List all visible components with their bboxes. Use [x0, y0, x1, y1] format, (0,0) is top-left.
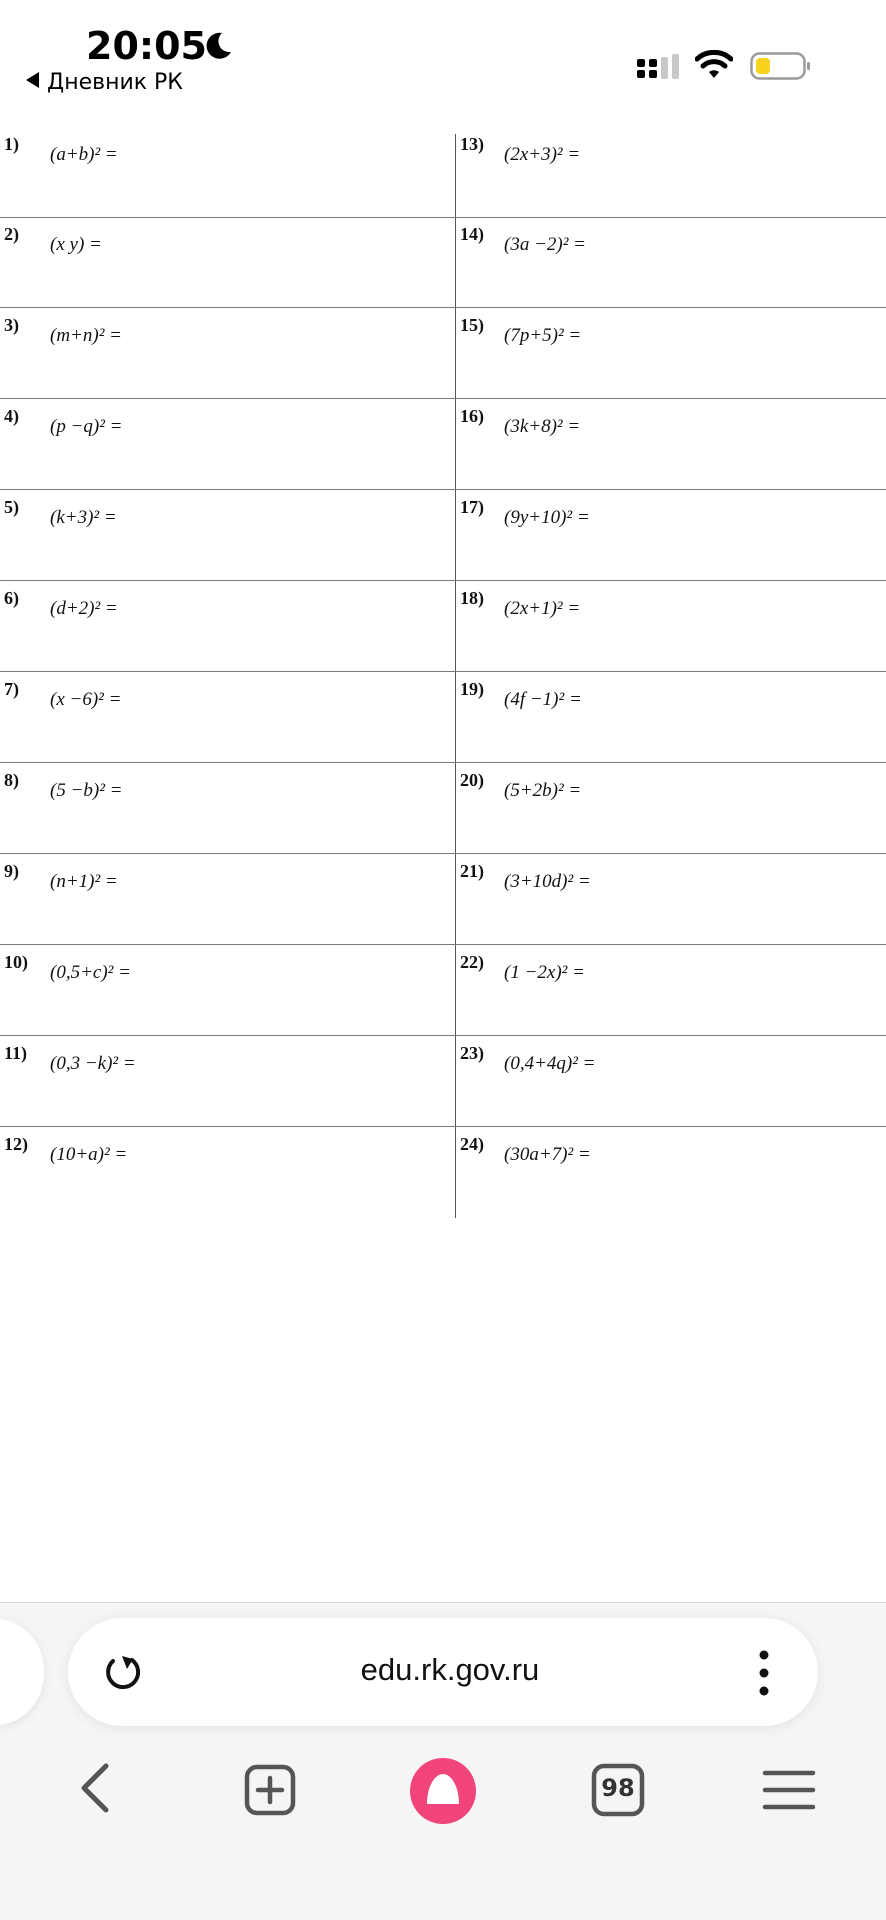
status-time: 20:05 [86, 24, 207, 68]
exercise-number: 21) [460, 861, 484, 881]
exercise-expression: (0,4+4q)² = [504, 1053, 596, 1074]
reload-icon[interactable] [100, 1650, 144, 1694]
exercise-6 [0, 588, 455, 678]
exercise-expression: (k+3)² = [50, 507, 117, 528]
exercise-3 [0, 315, 455, 405]
exercise-expression: (3+10d)² = [504, 871, 591, 892]
exercise-number: 6) [4, 588, 19, 608]
exercise-11 [0, 1043, 455, 1133]
back-app-label: Дневник РК [47, 70, 183, 95]
exercise-expression: (10+a)² = [50, 1144, 128, 1165]
url-text[interactable]: edu.rk.gov.ru [360, 1652, 540, 1687]
exercise-number: 24) [460, 1134, 484, 1154]
exercise-number: 19) [460, 679, 484, 699]
hamburger-menu-icon[interactable] [762, 1768, 816, 1812]
exercise-21 [456, 861, 886, 951]
back-triangle-icon [26, 72, 39, 88]
exercise-expression: (a+b)² = [50, 144, 118, 165]
exercise-number: 18) [460, 588, 484, 608]
exercise-expression: (9y+10)² = [504, 507, 590, 528]
exercise-number: 2) [4, 224, 19, 244]
exercise-expression: (2x+3)² = [504, 144, 581, 165]
exercise-number: 4) [4, 406, 19, 426]
exercise-8 [0, 770, 455, 860]
exercise-22 [456, 952, 886, 1042]
exercise-expression: (30a+7)² = [504, 1144, 591, 1165]
alice-assistant-icon[interactable] [408, 1756, 478, 1826]
exercise-4 [0, 406, 455, 496]
exercise-1 [0, 134, 455, 224]
cellular-signal-icon [635, 54, 681, 82]
exercise-10 [0, 952, 455, 1042]
exercise-number: 22) [460, 952, 484, 972]
exercise-number: 15) [460, 315, 484, 335]
exercise-number: 9) [4, 861, 19, 881]
exercise-number: 13) [460, 134, 484, 154]
exercise-expression: (x −6)² = [50, 689, 122, 710]
moon-icon [202, 30, 234, 62]
exercise-20 [456, 770, 886, 860]
exercise-16 [456, 406, 886, 496]
exercise-2 [0, 224, 455, 314]
exercise-expression: (d+2)² = [50, 598, 118, 619]
new-tab-icon[interactable] [242, 1762, 298, 1818]
back-arrow-icon[interactable] [76, 1760, 116, 1816]
tabs-count[interactable]: 98 [601, 1774, 635, 1802]
exercise-number: 12) [4, 1134, 28, 1154]
exercise-expression: (n+1)² = [50, 871, 118, 892]
exercise-12 [0, 1134, 455, 1224]
exercise-number: 14) [460, 224, 484, 244]
exercise-number: 1) [4, 134, 19, 154]
exercise-expression: (4f −1)² = [504, 689, 582, 710]
exercise-number: 10) [4, 952, 28, 972]
exercise-9 [0, 861, 455, 951]
exercise-expression: (3k+8)² = [504, 416, 581, 437]
wifi-icon [695, 50, 733, 82]
exercise-expression: (5+2b)² = [504, 780, 582, 801]
toolbar-divider [0, 1602, 886, 1603]
exercise-expression: (0,3 −k)² = [50, 1053, 136, 1074]
exercise-expression: (2x+1)² = [504, 598, 581, 619]
vertical-dots-icon[interactable] [752, 1648, 776, 1698]
exercise-expression: (x y) = [50, 234, 102, 255]
exercise-24 [456, 1134, 886, 1224]
exercise-number: 8) [4, 770, 19, 790]
exercise-number: 20) [460, 770, 484, 790]
exercise-expression: (m+n)² = [50, 325, 122, 346]
exercise-18 [456, 588, 886, 678]
exercise-expression: (3a −2)² = [504, 234, 586, 255]
exercise-expression: (5 −b)² = [50, 780, 123, 801]
exercise-number: 7) [4, 679, 19, 699]
exercise-5 [0, 497, 455, 587]
exercise-expression: (7p+5)² = [504, 325, 582, 346]
exercise-number: 5) [4, 497, 19, 517]
exercise-15 [456, 315, 886, 405]
exercise-number: 23) [460, 1043, 484, 1063]
exercise-7 [0, 679, 455, 769]
exercise-13 [456, 134, 886, 224]
exercise-expression: (p −q)² = [50, 416, 123, 437]
worksheet [0, 134, 886, 1218]
back-to-app-link[interactable] [26, 70, 183, 95]
exercise-23 [456, 1043, 886, 1133]
exercise-number: 17) [460, 497, 484, 517]
exercise-expression: (0,5+c)² = [50, 962, 131, 983]
exercise-expression: (1 −2x)² = [504, 962, 585, 983]
exercise-17 [456, 497, 886, 587]
exercise-14 [456, 224, 886, 314]
exercise-number: 16) [460, 406, 484, 426]
status-bar [0, 0, 886, 134]
exercise-number: 3) [4, 315, 19, 335]
battery-icon [750, 50, 812, 82]
exercise-19 [456, 679, 886, 769]
exercise-number: 11) [4, 1043, 28, 1063]
